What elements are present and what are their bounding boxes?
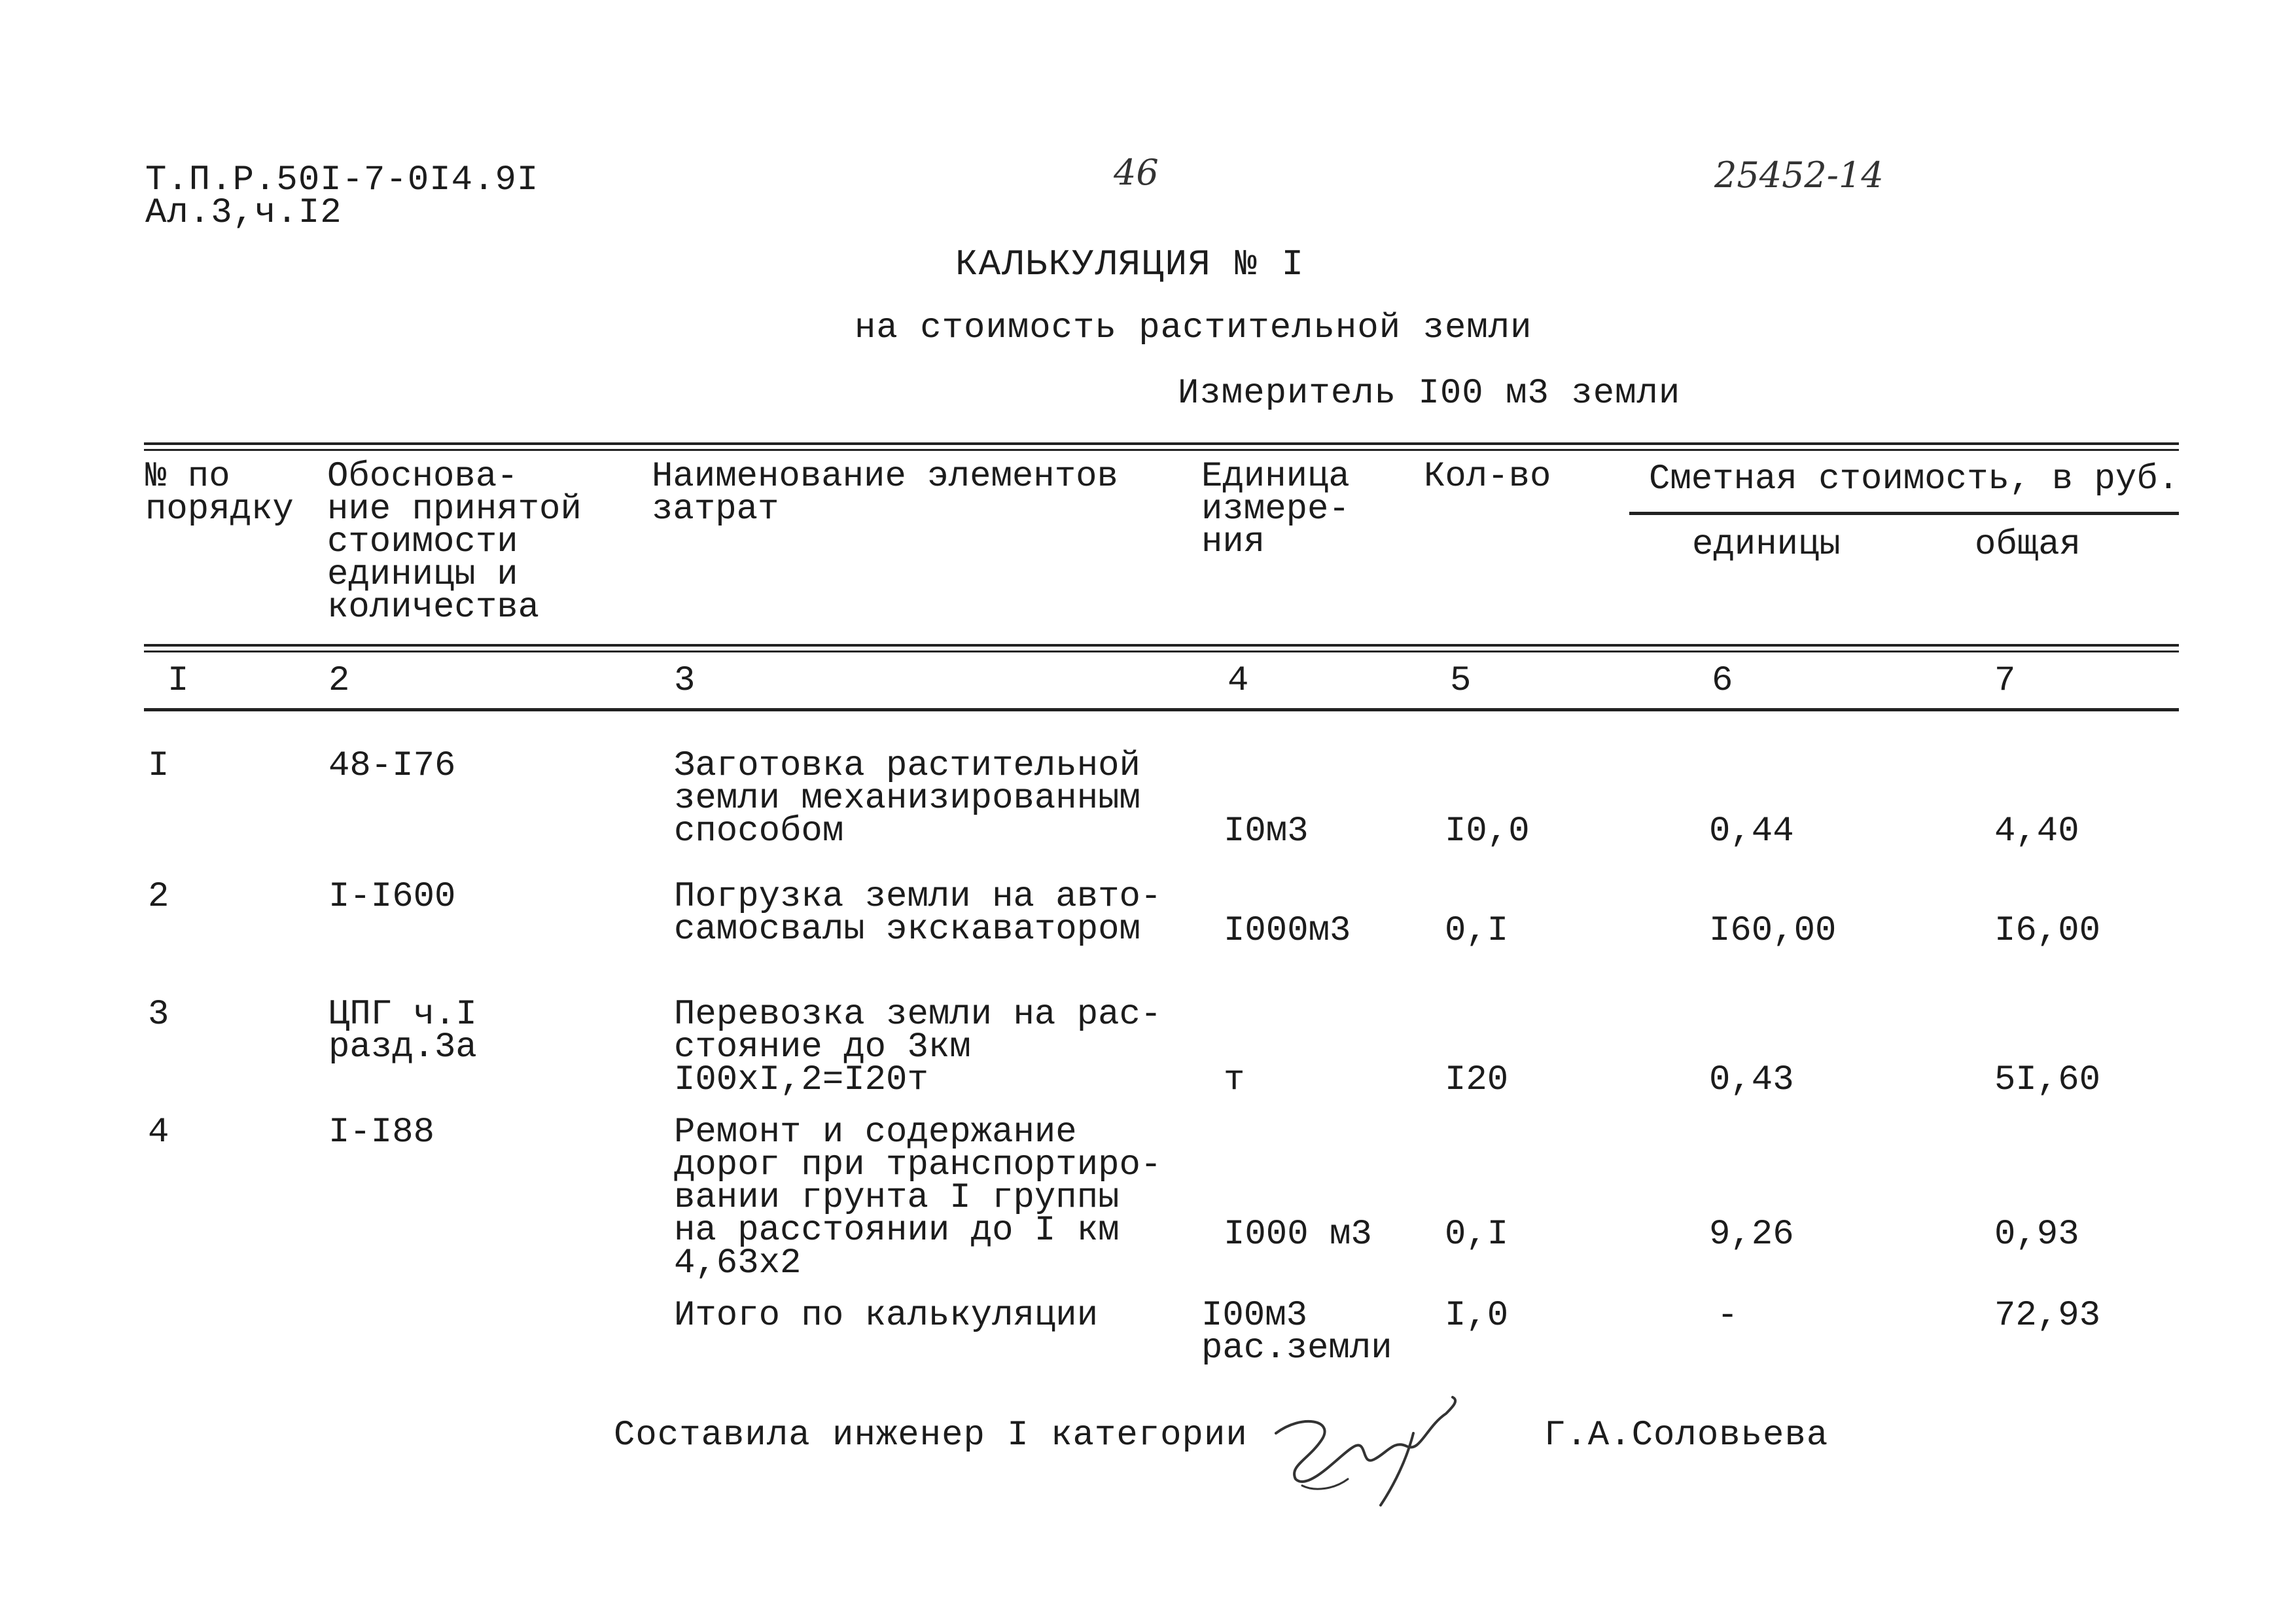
header-col7: общая xyxy=(1975,525,2081,565)
total-price: - xyxy=(1717,1296,1739,1336)
measure-unit: Измеритель I00 м3 земли xyxy=(1178,374,1681,414)
row1-total: 4,40 xyxy=(1994,812,2079,851)
document-code: Т.П.Р.50I-7-0I4.9I xyxy=(145,160,539,200)
row2-qty: 0,I xyxy=(1445,911,1509,951)
row3-qty: I20 xyxy=(1445,1060,1509,1100)
row2-name: Погрузка земли на авто- самосвалы экскаватором xyxy=(674,877,1162,950)
row3-no: 3 xyxy=(148,995,169,1035)
row2-total: I6,00 xyxy=(1994,911,2101,951)
row1-no: I xyxy=(148,746,169,786)
numbers-bottom-rule xyxy=(144,708,2179,711)
row2-unit: I000м3 xyxy=(1224,911,1351,951)
header-bottom-rule xyxy=(144,644,2179,652)
col-number-2: 2 xyxy=(328,661,350,701)
compiler-name: Г.А.Соловьева xyxy=(1544,1416,1829,1455)
col-number-3: 3 xyxy=(674,661,696,701)
row4-basis: I-I88 xyxy=(328,1113,435,1152)
row3-total: 5I,60 xyxy=(1994,1060,2101,1100)
document-section: Ал.3,ч.I2 xyxy=(145,193,342,233)
header-col3: Наименование элементов затрат xyxy=(652,457,1118,529)
row1-unit: I0м3 xyxy=(1224,812,1309,851)
header-col6: единицы xyxy=(1692,525,1841,565)
row2-price: I60,00 xyxy=(1709,911,1837,951)
row4-no: 4 xyxy=(148,1113,169,1152)
row1-price: 0,44 xyxy=(1709,812,1794,851)
row4-total: 0,93 xyxy=(1994,1215,2079,1255)
header-col1: № по порядку xyxy=(145,457,294,529)
row4-unit: I000 м3 xyxy=(1224,1215,1372,1255)
total-sum: 72,93 xyxy=(1994,1296,2101,1336)
compiled-by-label: Составила инженер I категории xyxy=(614,1416,1248,1455)
header-col4: Единица измере- ния xyxy=(1201,457,1350,562)
header-col5: Кол-во xyxy=(1424,457,1551,497)
header-cost-group: Сметная стоимость, в руб. xyxy=(1649,459,2180,499)
row4-qty: 0,I xyxy=(1445,1215,1509,1255)
row4-name: Ремонт и содержание дорог при транспортиро- вании грунта I группы на расстоянии до I км 4,63x2 xyxy=(674,1113,1162,1283)
total-unit: I00м3 рас.земли xyxy=(1201,1296,1392,1368)
row1-name: Заготовка растительной земли механизированным способом xyxy=(674,746,1140,851)
total-qty: I,0 xyxy=(1445,1296,1509,1336)
cost-group-rule xyxy=(1629,512,2179,515)
row3-name: Перевозка земли на рас- стояние до 3км I00xI,2=I20т xyxy=(674,995,1162,1100)
row4-price: 9,26 xyxy=(1709,1215,1794,1255)
table-top-rule xyxy=(144,442,2179,451)
row3-price: 0,43 xyxy=(1709,1060,1794,1100)
row2-no: 2 xyxy=(148,877,169,917)
document-title: КАЛЬКУЛЯЦИЯ № I xyxy=(955,243,1305,285)
archive-number: 25452-14 xyxy=(1714,154,1884,196)
row1-qty: I0,0 xyxy=(1445,812,1530,851)
col-number-6: 6 xyxy=(1712,661,1733,701)
row2-basis: I-I600 xyxy=(328,877,456,917)
header-col2: Обоснова- ние принятой стоимости единицы и количества xyxy=(327,457,582,628)
row3-basis: ЦПГ ч.I разд.3а xyxy=(328,995,477,1067)
page-number: 46 xyxy=(1114,152,1159,193)
document-subtitle: на стоимость растительной земли xyxy=(855,308,1532,348)
col-number-5: 5 xyxy=(1450,661,1472,701)
col-number-1: I xyxy=(168,661,189,701)
col-number-7: 7 xyxy=(1994,661,2016,701)
row1-basis: 48-I76 xyxy=(328,746,456,786)
col-number-4: 4 xyxy=(1227,661,1249,701)
total-label: Итого по калькуляции xyxy=(674,1296,1099,1336)
row3-unit: т xyxy=(1224,1060,1245,1100)
signature xyxy=(1263,1387,1485,1512)
